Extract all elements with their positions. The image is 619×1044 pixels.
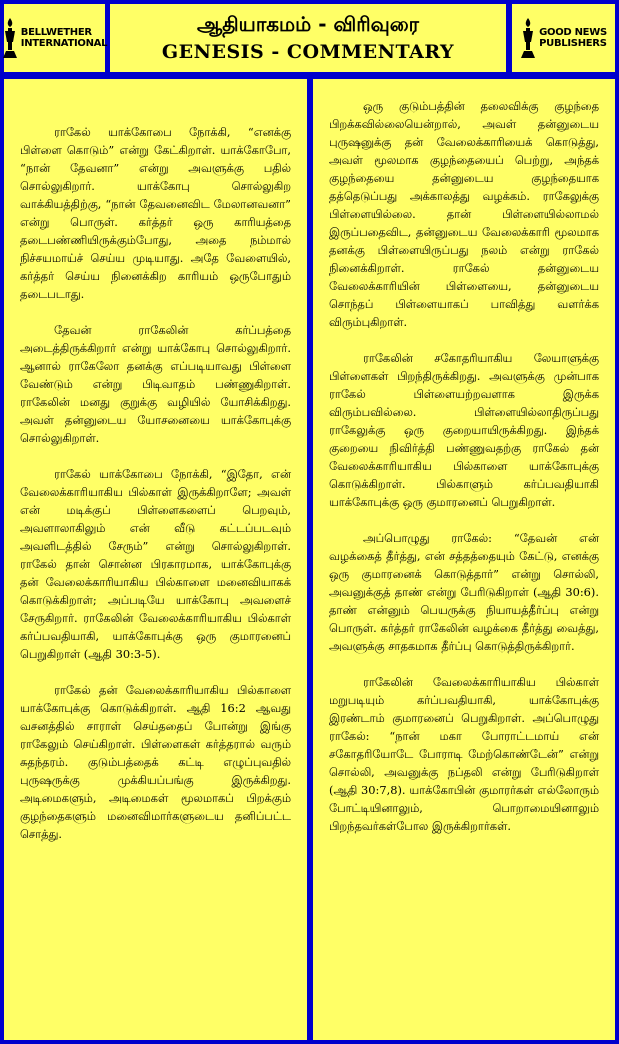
logo-line1: BELLWETHER (20, 27, 92, 38)
paragraph: ராகேல் யாக்கோபை நோக்கி, “எனக்கு பிள்ளை கொடும்” என்று கேட்கிறாள். யாக்கோபோ, “நான் தேவனா” என்று அவளுக்கு பதில் சொல்லுகிறார். யாக்கோபு சொல்லுகிற வாக்கியத்திற்கு, “நான் தேவனைவிட மேலானவனா” என்று பொருள். கர்த்தர் ஒரு காரியத்தை தடைபண்ணியிருக்கும்போது, அதை நம்மால் நிச்சயமாய்ச் செய்ய முடியாது. அதே வேளையில், கர்த்தர் செய்ய நினைக்கிற காரியம் ஒருபோதும் தடைபடாது. (20, 125, 291, 301)
paragraph: ஒரு குடும்பத்தின் தலைவிக்கு குழந்தை பிறக்கவில்லையென்றால், அவள் தன்னுடைய புருஷனுக்கு தன் வேலைக்காரியைக் கொடுத்து, அவள் மூலமாக குழந்தையைப் பெற்று, அந்தக் குழந்தையை தன்னுடைய குழந்தையாக தத்தெடுப்பது அக்காலத்து வழக்கம். ராகேலுக்கு பிள்ளையில்லை. தான் பிள்ளையில்லாமல் இருப்பதைவிட, தன்னுடைய வேலைக்காரி மூலமாக தனக்கு பிள்ளையிருப்பது நலம் என்று ராகேல் நினைக்கிறாள். ராகேல் தன்னுடைய வேலைக்காரியின் பிள்ளையை, தன்னுடைய சொந்தப் பிள்ளையாகப் பாவித்து வளர்க்க விரும்புகிறாள். (329, 99, 599, 329)
title-tamil: ஆதியாகமம் - விரிவுரை (196, 12, 420, 36)
paragraph: தேவன் ராகேலின் கர்ப்பத்தை அடைத்திருக்கிறார் என்று யாக்கோபு சொல்லுகிறார். ஆனால் ராகேலோ தனக்கு எப்படியாவது பிள்ளை வேண்டும் என்று பிடிவாதம் பண்ணுகிறாள். ராகேலின் மனது குறுக்கு வழியில் யோசிக்கிறது. அவள் தன்னுடைய யோசனையை யாக்கோபுக்கு சொல்லுகிறாள். (20, 323, 291, 445)
logo-line2: INTERNATIONAL (20, 38, 108, 49)
bellwether-logo (4, 4, 108, 72)
good-news-logo (512, 4, 615, 72)
page-header (110, 4, 506, 72)
left-column (4, 79, 307, 1040)
paragraph: ராகேலின் வேலைக்காரியாகிய பில்காள் மறுபடியும் கர்ப்பவதியாகி, யாக்கோபுக்கு இரண்டாம் குமாரனைப் பெறுகிறாள். அப்பொழுது ராகேல்: “நான் மகா போராட்டமாய் என் சகோதரியோடே போராடி மேற்கொண்டேன்” என்று சொல்லி, அவனுக்கு நப்தலி என்று பேரிடுகிறாள் (ஆதி 30:7,8). யாக்கோபின் குமாரர்கள் எல்லோரும் போட்டியினாலும், பொறாமையினாலும் பிறந்தவர்கள்போல இருக்கிறார்கள். (329, 675, 599, 833)
title-english: GENESIS - COMMENTARY (161, 41, 455, 63)
paragraph: அப்பொழுது ராகேல்: “தேவன் என் வழக்கைத் தீர்த்து, என் சத்தத்தையும் கேட்டு, எனக்கு ஒரு குமாரனைக் கொடுத்தார்” என்று சொல்லி, அவனுக்குத் தாண் என்று பேரிடுகிறாள் (ஆதி 30:6). தாண் என்னும் பெயருக்கு நியாயத்தீர்ப்பு என்று பொருள். கர்த்தர் ராகேலின் வழக்கை தீர்த்து வைத்து, அவளுக்கு சாதகமாக தீர்ப்பு கொடுத்திருக்கிறார். (329, 531, 599, 653)
right-column (313, 79, 615, 1040)
paragraph: ராகேல் தன் வேலைக்காரியாகிய பில்காளை யாக்கோபுக்கு கொடுக்கிறாள். ஆதி 16:2 ஆவது வசனத்தில் சாராள் செய்ததைப் போன்று இங்கு ராகேலும் செய்கிறாள். பிள்ளைகள் கர்த்தரால் வரும் சுதந்தரம். குடும்பத்தைக் கட்டி எழுப்புவதில் புருஷருக்கு முக்கியப்பங்கு இருக்கிறது. அடிமைகளும், அடிமைகள் மூலமாகப் பிறக்கும் குழந்தைகளும் மனைவிமார்களுடைய தனிப்பட்ட சொத்து. (20, 683, 291, 841)
logo-line2: PUBLISHERS (539, 38, 607, 49)
logo-line1: GOOD NEWS (539, 27, 607, 38)
lamp-icon (520, 16, 536, 60)
paragraph: ராகேல் யாக்கோபை நோக்கி, “இதோ, என் வேலைக்காரியாகிய பில்காள் இருக்கிறாளே; அவள் என் மடிக்குப் பிள்ளைகளைப் பெறவும், அவளாலாகிலும் என் வீடு கட்டப்படவும் அவளிடத்தில் சேரும்” என்று சொல்லுகிறாள். ராகேல் தான் சொன்ன பிரகாரமாக, யாக்கோபுக்கு தன் வேலைக்காரியாகிய பில்காளை மனைவியாகக் கொடுக்கிறாள்; அப்படியே யாக்கோபு அவளைச் சேருகிறார். ராகேலின் வேலைக்காரியாகிய பில்காள் கர்ப்பவதியாகி, யாக்கோபுக்கு ஒரு குமாரனைப் பெறுகிறாள் (ஆதி 30:3-5). (20, 467, 291, 661)
paragraph: ராகேலின் சகோதரியாகிய லேயாளுக்கு பிள்ளைகள் பிறந்திருக்கிறது. அவளுக்கு முன்பாக ராகேல் பிள்ளையற்றவளாக இருக்க விரும்பவில்லை. பிள்ளையில்லாதிருப்பது ராகேலுக்கு ஒரு குறையாயிருக்கிறது. இந்தக் குறையை நிவிர்த்தி பண்ணுவதற்கு ராகேல் தன் வேலைக்காரியாகிய பில்காளை யாக்கோபுக்கு கொடுக்கிறாள். பில்காளும் கர்ப்பவதியாகி யாக்கோபுக்கு ஒரு குமாரனைப் பெறுகிறாள். (329, 351, 599, 509)
lamp-icon (2, 16, 18, 60)
